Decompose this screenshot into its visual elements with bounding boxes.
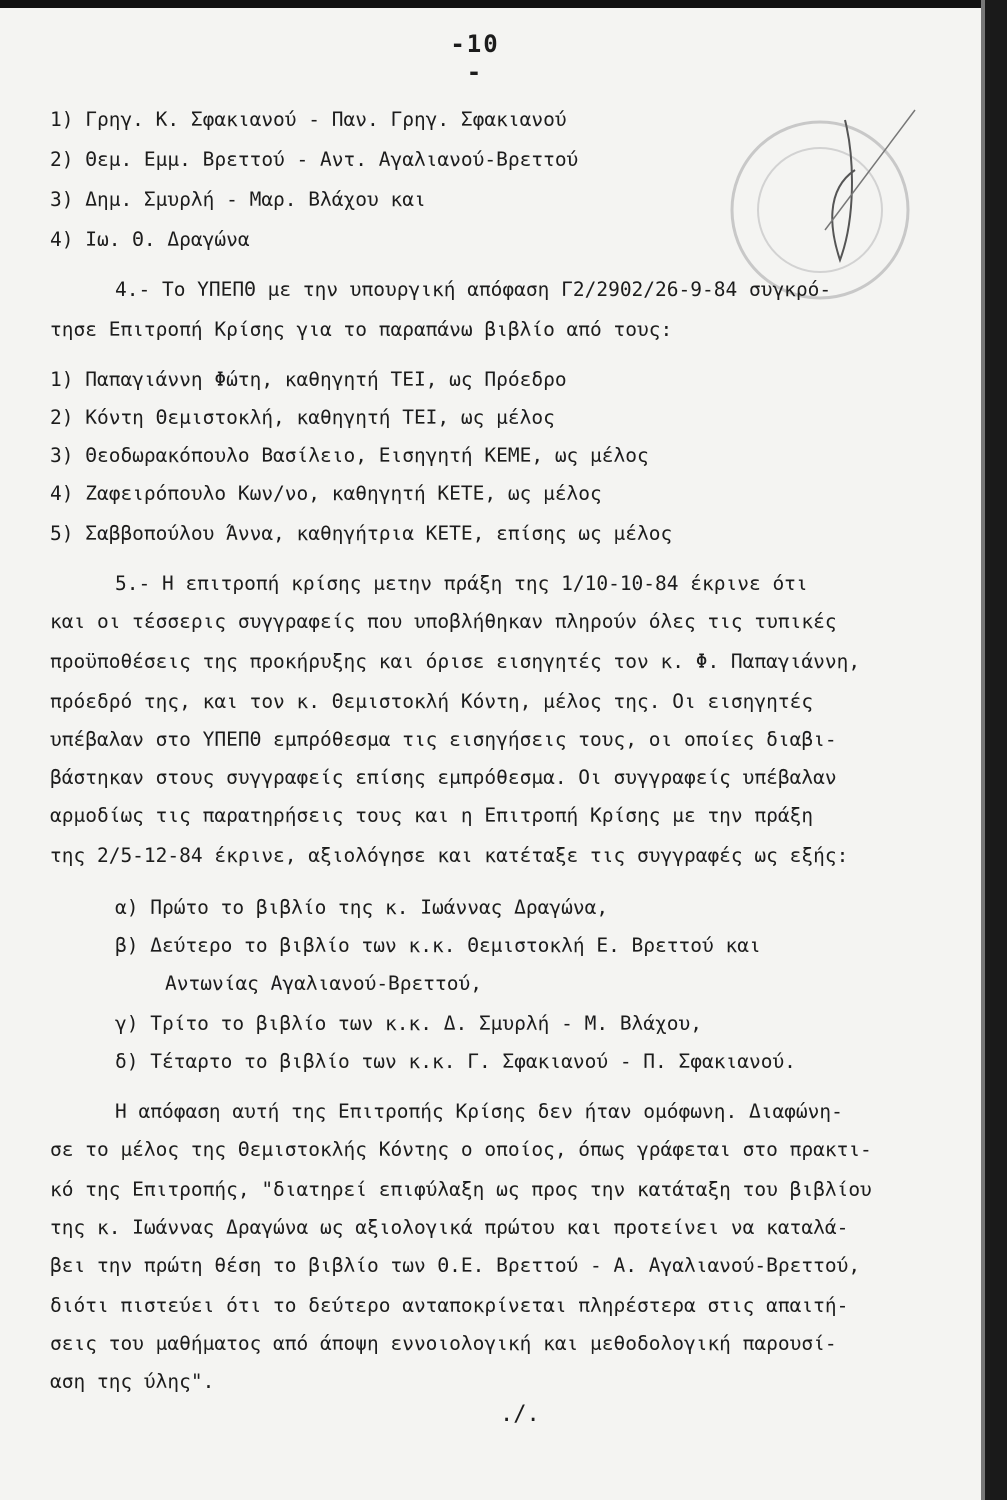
para5-line-4: πρόεδρό της, και τον κ. Θεμιστοκλή Κόντη, μέλος της. Οι εισηγητές: [50, 690, 814, 713]
page-number: -10 -: [450, 30, 500, 86]
scan-border-right: [985, 0, 1007, 1500]
para6-line-1: Η απόφαση αυτή της Επιτροπής Κρίσης δεν ήταν ομόφωνη. Διαφώνη-: [115, 1100, 843, 1123]
author-line-2: 2) Θεμ. Εμμ. Βρεττού - Αντ. Αγαλιανού-Βρεττού: [50, 148, 579, 171]
para5-line-7: αρμοδίως τις παρατηρήσεις τους και η Επιτροπή Κρίσης με την πράξη: [50, 804, 814, 827]
author-line-3: 3) Δημ. Σμυρλή - Μαρ. Βλάχου και: [50, 188, 426, 211]
scan-border-top: [0, 0, 1007, 8]
para5-line-5: υπέβαλαν στο ΥΠΕΠΘ εμπρόθεσμα τις εισηγήσεις τους, οι οποίες διαβι-: [50, 728, 837, 751]
committee-line-3: 3) Θεοδωρακόπουλο Βασίλειο, Εισηγητή ΚΕΜΕ, ως μέλος: [50, 444, 649, 467]
committee-line-1: 1) Παπαγιάννη Φώτη, καθηγητή ΤΕΙ, ως Πρόεδρο: [50, 368, 567, 391]
ranking-line-4: γ) Τρίτο το βιβλίο των κ.κ. Δ. Σμυρλή - Μ. Βλάχου,: [115, 1012, 702, 1035]
para6-line-7: σεις του μαθήματος από άποψη εννοιολογική και μεθοδολογική παρουσί-: [50, 1332, 837, 1355]
continuation-mark: ./.: [500, 1402, 540, 1427]
para6-line-5: βει την πρώτη θέση το βιβλίο των Θ.Ε. Βρεττού - Α. Αγαλιανού-Βρεττού,: [50, 1254, 861, 1277]
para6-line-2: σε το μέλος της Θεμιστοκλής Κόντης ο οποίος, όπως γράφεται στο πρακτι-: [50, 1138, 872, 1161]
para6-line-8: αση της ύλης".: [50, 1370, 215, 1393]
para5-line-8: της 2/5-12-84 έκρινε, αξιολόγησε και κατέταξε τις συγγραφές ως εξής:: [50, 844, 849, 867]
committee-line-2: 2) Κόντη Θεμιστοκλή, καθηγητή ΤΕΙ, ως μέλος: [50, 406, 555, 429]
para5-line-1: 5.- Η επιτροπή κρίσης μετην πράξη της 1/10-10-84 έκρινε ότι: [115, 572, 808, 595]
ranking-line-2: β) Δεύτερο το βιβλίο των κ.κ. Θεμιστοκλή Ε. Βρεττού και: [115, 934, 761, 957]
para5-line-6: βάστηκαν στους συγγραφείς επίσης εμπρόθεσμα. Οι συγγραφείς υπέβαλαν: [50, 766, 837, 789]
author-line-4: 4) Ιω. Θ. Δραγώνα: [50, 228, 250, 251]
para6-line-3: κό της Επιτροπής, "διατηρεί επιφύλαξη ως προς την κατάταξη του βιβλίου: [50, 1178, 872, 1201]
para5-line-3: προϋποθέσεις της προκήρυξης και όρισε εισηγητές τον κ. Φ. Παπαγιάννη,: [50, 650, 861, 673]
para6-line-6: διότι πιστεύει ότι το δεύτερο ανταποκρίνεται πληρέστερα στις απαιτή-: [50, 1294, 849, 1317]
ranking-line-5: δ) Τέταρτο το βιβλίο των κ.κ. Γ. Σφακιανού - Π. Σφακιανού.: [115, 1050, 796, 1073]
para5-line-2: και οι τέσσερις συγγραφείς που υποβλήθηκαν πληρούν όλες τις τυπικές: [50, 610, 837, 633]
committee-line-4: 4) Ζαφειρόπουλο Κων/νο, καθηγητή ΚΕΤΕ, ως μέλος: [50, 482, 602, 505]
committee-line-5: 5) Σαββοπούλου Άννα, καθηγήτρια ΚΕΤΕ, επίσης ως μέλος: [50, 522, 673, 545]
ranking-line-1: α) Πρώτο το βιβλίο της κ. Ιωάννας Δραγώνα,: [115, 896, 609, 919]
para6-line-4: της κ. Ιωάννας Δραγώνα ως αξιολογικά πρώτου και προτείνει να καταλά-: [50, 1216, 849, 1239]
para4-line-1: 4.- Το ΥΠΕΠΘ με την υπουργική απόφαση Γ2/2902/26-9-84 συγκρό-: [115, 278, 832, 301]
para4-line-2: τησε Επιτροπή Κρίσης για το παραπάνω βιβλίο από τους:: [50, 318, 673, 341]
author-line-1: 1) Γρηγ. Κ. Σφακιανού - Παν. Γρηγ. Σφακιανού: [50, 108, 567, 131]
ranking-line-3: Αντωνίας Αγαλιανού-Βρεττού,: [165, 972, 482, 995]
